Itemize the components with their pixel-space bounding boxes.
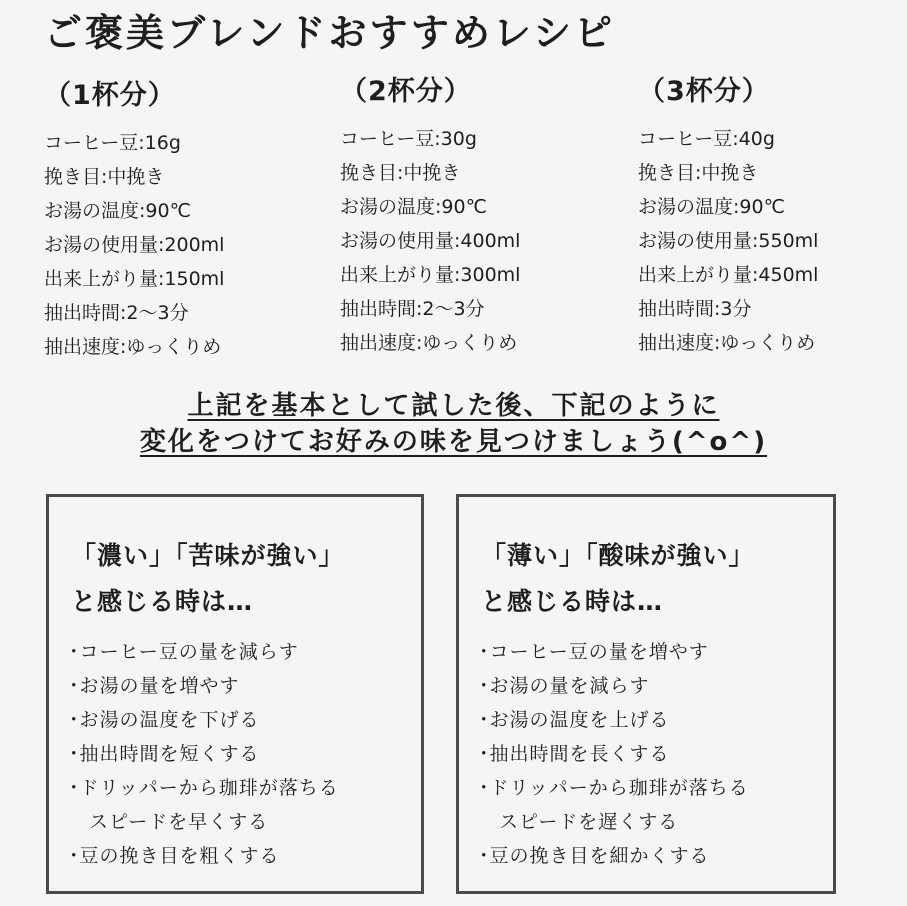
recipe-list (638, 122, 907, 360)
recipe-1-cup (44, 74, 314, 364)
tip-item: ･豆の挽き目を粗くする (69, 845, 280, 867)
tip-box-heading-line-1: 「濃い」「苦味が強い」 (71, 541, 345, 570)
recipe-item: コーヒー豆:40g (638, 128, 775, 150)
recipe-item: お湯の使用量:550ml (638, 230, 819, 252)
recipe-3-cups (638, 70, 907, 360)
tip-item: ･コーヒー豆の量を減らす (69, 641, 299, 663)
recipe-item: お湯の使用量:400ml (340, 230, 521, 252)
advice-message-line-1: 上記を基本として試した後、下記のように (187, 391, 720, 421)
tip-list (479, 635, 749, 873)
recipe-item: 出来上がり量:450ml (638, 264, 819, 286)
tip-item: ･豆の挽き目を細かくする (479, 845, 710, 867)
page-title: ご褒美ブレンドおすすめレシピ (44, 11, 615, 55)
tip-item: ･お湯の温度を下げる (69, 709, 260, 731)
tip-box-heading (71, 533, 345, 625)
recipe-item: 抽出時間:3分 (638, 298, 752, 320)
tip-item: ･抽出時間を短くする (69, 743, 260, 765)
recipe-item: お湯の温度:90℃ (44, 200, 191, 222)
recipe-cups-label: （3杯分） (638, 76, 770, 107)
advice-message-line-2: 変化をつけてお好みの味を見つけましょう(^o^) (139, 427, 768, 457)
advice-message (0, 388, 907, 460)
recipe-item: 挽き目:中挽き (340, 162, 461, 184)
recipe-cups-label: （2杯分） (340, 76, 472, 107)
recipe-list (44, 126, 314, 364)
recipe-item: 挽き目:中挽き (638, 162, 759, 184)
recipe-item: お湯の使用量:200ml (44, 234, 225, 256)
recipe-item: 抽出速度:ゆっくりめ (340, 332, 518, 354)
tip-item: ･ドリッパーから珈琲が落ちる (69, 777, 339, 799)
tip-item: ･ドリッパーから珈琲が落ちる (479, 777, 749, 799)
tip-list (69, 635, 339, 873)
tip-box-heading-line-2: と感じる時は… (481, 587, 664, 616)
tip-item: スピードを早くする (69, 811, 269, 833)
recipe-cups-label: （1杯分） (44, 80, 176, 111)
recipe-item: 挽き目:中挽き (44, 166, 165, 188)
recipe-item: お湯の温度:90℃ (340, 196, 487, 218)
tip-item: ･コーヒー豆の量を増やす (479, 641, 709, 663)
recipe-item: 抽出速度:ゆっくりめ (44, 336, 222, 358)
recipe-item: 出来上がり量:300ml (340, 264, 521, 286)
recipe-item: 抽出時間:2〜3分 (44, 302, 189, 324)
recipe-list (340, 122, 610, 360)
tip-box-weak-sour (456, 494, 836, 894)
tip-item: スピードを遅くする (479, 811, 679, 833)
tip-item: ･お湯の量を増やす (69, 675, 240, 697)
recipe-item: 出来上がり量:150ml (44, 268, 225, 290)
tip-box-heading-line-2: と感じる時は… (71, 587, 254, 616)
tip-item: ･抽出時間を長くする (479, 743, 670, 765)
tip-box-heading-line-1: 「薄い」「酸味が強い」 (481, 541, 755, 570)
recipe-item: お湯の温度:90℃ (638, 196, 785, 218)
tip-box-heading (481, 533, 755, 625)
tip-box-strong-bitter (46, 494, 424, 894)
tip-item: ･お湯の温度を上げる (479, 709, 670, 731)
tip-item: ･お湯の量を減らす (479, 675, 650, 697)
recipe-item: コーヒー豆:30g (340, 128, 477, 150)
recipe-item: 抽出速度:ゆっくりめ (638, 332, 816, 354)
recipe-item: 抽出時間:2〜3分 (340, 298, 485, 320)
recipe-2-cups (340, 70, 610, 360)
recipe-item: コーヒー豆:16g (44, 132, 181, 154)
